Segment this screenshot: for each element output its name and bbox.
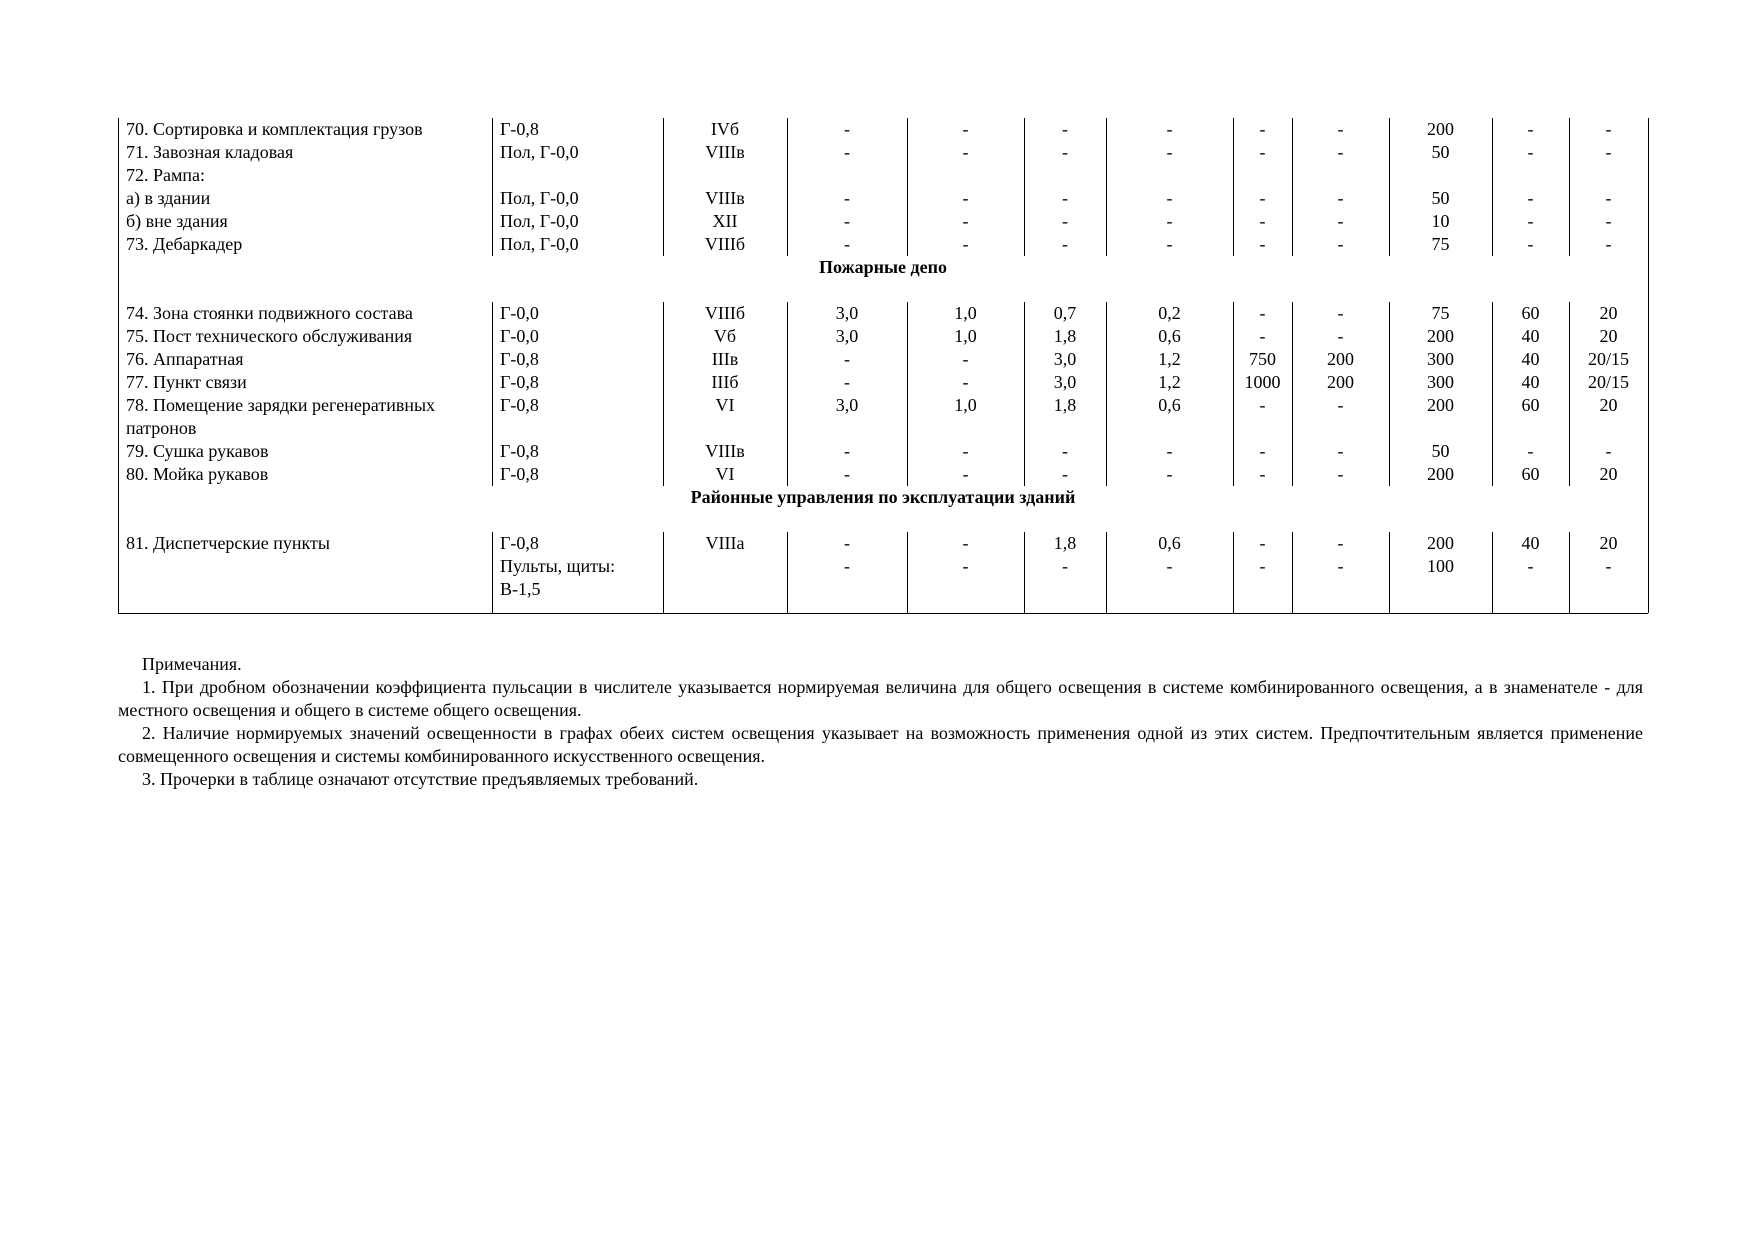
row-value: - <box>844 441 850 461</box>
row-name: 72. Рампа: <box>126 165 206 185</box>
row-value: 20/15 <box>1587 372 1629 392</box>
row-value: - <box>844 533 850 553</box>
row-value: 75 <box>1431 303 1450 323</box>
row-surface: Пол, Г-0,0 <box>500 234 579 254</box>
row-name: 76. Аппаратная <box>126 349 244 369</box>
row-value: 3,0 <box>835 326 859 346</box>
row-value: - <box>1259 303 1266 323</box>
column-rule <box>787 302 788 486</box>
row-value: 20 <box>1599 326 1618 346</box>
row-name: б) вне здания <box>126 211 228 231</box>
column-rule <box>1233 302 1234 486</box>
row-value: - <box>1527 119 1534 139</box>
row-value: - <box>844 556 850 576</box>
row-value: 20 <box>1599 395 1618 415</box>
row-value: 50 <box>1431 441 1450 461</box>
row-value: 200 <box>1327 372 1354 392</box>
row-value: - <box>962 372 969 392</box>
row-value: - <box>1166 142 1173 162</box>
row-value: - <box>844 211 850 231</box>
row-value: - <box>1166 441 1173 461</box>
note-item-2: 2. Наличие нормируемых значений освещенности в графах обеих систем освещения указывает на возможность применения одной из этих систем. Предпочтительным является применение совмещенного освещения и системы комбинированного искусственного освещения. <box>118 723 1643 766</box>
row-value: 200 <box>1427 395 1454 415</box>
row-value: - <box>844 234 850 254</box>
row-value: 0,7 <box>1053 303 1077 323</box>
row-value: 200 <box>1327 349 1354 369</box>
section-title: Районные управления по эксплуатации зданий <box>690 487 1076 507</box>
column-rule <box>663 302 664 486</box>
row-value: - <box>1605 119 1612 139</box>
column-rule <box>1569 118 1570 256</box>
row-name: 79. Сушка рукавов <box>126 441 269 461</box>
row-surface: Г-0,8 <box>500 372 539 392</box>
column-rule <box>1389 532 1390 613</box>
column-rule <box>1106 302 1107 486</box>
row-value: 3,0 <box>1053 372 1077 392</box>
row-value: - <box>962 211 969 231</box>
row-surface: В-1,5 <box>500 579 541 599</box>
row-value: 1,8 <box>1053 326 1077 346</box>
row-name: 73. Дебаркадер <box>126 234 243 254</box>
row-value: - <box>1062 142 1068 162</box>
column-rule <box>1648 118 1649 613</box>
row-surface: Г-0,8 <box>500 533 539 553</box>
row-value: - <box>1062 556 1068 576</box>
row-value: - <box>844 349 850 369</box>
row-value: 20 <box>1599 464 1618 484</box>
column-rule <box>663 532 664 613</box>
row-value: - <box>1337 326 1344 346</box>
row-value: 20 <box>1599 533 1618 553</box>
row-name: 70. Сортировка и комплектация грузов <box>126 119 423 139</box>
row-value: - <box>1527 441 1534 461</box>
row-value: - <box>1259 533 1266 553</box>
column-rule <box>1389 118 1390 256</box>
row-surface: Г-0,8 <box>500 464 539 484</box>
column-rule <box>1024 118 1025 256</box>
column-rule <box>1024 302 1025 486</box>
column-rule <box>118 118 119 613</box>
row-value: 40 <box>1521 326 1540 346</box>
row-value: - <box>1605 188 1612 208</box>
row-value: - <box>844 119 850 139</box>
row-class: XII <box>712 211 738 231</box>
row-value: - <box>1062 234 1068 254</box>
row-value: 300 <box>1427 372 1454 392</box>
row-value: - <box>1259 464 1266 484</box>
notes-heading: Примечания. <box>142 654 242 674</box>
row-value: - <box>1605 211 1612 231</box>
row-surface: Г-0,8 <box>500 119 539 139</box>
row-value: - <box>1166 188 1173 208</box>
column-rule <box>492 118 493 256</box>
column-rule <box>663 118 664 256</box>
column-rule <box>1233 532 1234 613</box>
row-value: - <box>844 142 850 162</box>
column-rule <box>1292 302 1293 486</box>
row-name: а) в здании <box>126 188 211 208</box>
column-rule <box>1389 302 1390 486</box>
row-value: 1,2 <box>1158 349 1181 369</box>
row-value: 40 <box>1521 349 1540 369</box>
row-value: - <box>1259 441 1266 461</box>
row-value: - <box>1062 211 1068 231</box>
notes-block <box>118 653 1643 791</box>
row-value: - <box>962 533 969 553</box>
row-value: - <box>1166 464 1173 484</box>
row-value: 50 <box>1431 142 1450 162</box>
row-class: Vб <box>713 326 737 346</box>
row-class: VIIIв <box>705 188 745 208</box>
row-name: 80. Мойка рукавов <box>126 464 269 484</box>
row-value: 1,0 <box>954 303 977 323</box>
row-surface: Г-0,0 <box>500 303 539 323</box>
row-value: - <box>962 349 969 369</box>
row-value: - <box>1337 464 1344 484</box>
row-value: - <box>1259 142 1266 162</box>
row-value: 60 <box>1521 464 1540 484</box>
row-value: - <box>1259 326 1266 346</box>
row-value: - <box>1062 188 1068 208</box>
row-surface: Г-0,0 <box>500 326 539 346</box>
row-surface: Г-0,8 <box>500 349 539 369</box>
row-value: 750 <box>1249 349 1276 369</box>
row-value: - <box>962 142 969 162</box>
row-name: 71. Завозная кладовая <box>126 142 294 162</box>
row-value: 1,8 <box>1053 533 1077 553</box>
row-value: - <box>1166 211 1173 231</box>
row-value: - <box>1527 211 1534 231</box>
row-value: 75 <box>1431 234 1450 254</box>
row-value: 200 <box>1427 464 1454 484</box>
row-value: 3,0 <box>1053 349 1077 369</box>
row-name: 74. Зона стоянки подвижного состава <box>126 303 413 323</box>
row-surface: Г-0,8 <box>500 441 539 461</box>
row-value: - <box>962 556 969 576</box>
row-name: 81. Диспетчерские пункты <box>126 533 331 553</box>
section-title: Пожарные депо <box>819 257 947 277</box>
row-value: 0,6 <box>1158 395 1181 415</box>
row-rule <box>118 613 1648 614</box>
column-rule <box>1492 302 1493 486</box>
row-value: - <box>1062 464 1068 484</box>
row-value: - <box>1337 303 1344 323</box>
column-rule <box>907 532 908 613</box>
column-rule <box>492 532 493 613</box>
row-value: - <box>1062 119 1068 139</box>
row-value: 1,2 <box>1158 372 1181 392</box>
row-class: IIIб <box>711 372 739 392</box>
row-class: VIIIв <box>705 441 745 461</box>
row-value: 200 <box>1427 326 1454 346</box>
row-value: - <box>844 188 850 208</box>
row-value: 0,6 <box>1158 533 1181 553</box>
row-value: - <box>1259 556 1266 576</box>
row-value: - <box>1527 556 1534 576</box>
column-rule <box>1292 118 1293 256</box>
row-class: VIIIа <box>705 533 745 553</box>
row-value: 200 <box>1427 533 1454 553</box>
row-value: - <box>1337 142 1344 162</box>
row-value: 10 <box>1431 211 1450 231</box>
row-name: патронов <box>126 418 197 438</box>
row-class: IIIв <box>711 349 739 369</box>
row-value: - <box>1166 119 1173 139</box>
row-value: - <box>1337 556 1344 576</box>
row-value: - <box>1259 234 1266 254</box>
row-value: - <box>1259 395 1266 415</box>
row-surface: Пульты, щиты: <box>500 556 616 576</box>
row-surface: Пол, Г-0,0 <box>500 211 579 231</box>
note-item-1: 1. При дробном обозначении коэффициента пульсации в числителе указывается нормируемая величина для общего освещения в системе комбинированного освещения, а в знаменателе - для местного освещения и общего в системе общего освещения. <box>118 677 1643 720</box>
row-value: - <box>1166 234 1173 254</box>
row-value: - <box>1527 188 1534 208</box>
row-class: VI <box>715 464 735 484</box>
row-value: 40 <box>1521 372 1540 392</box>
row-class: VIIIб <box>704 303 746 323</box>
row-value: 1000 <box>1244 372 1281 392</box>
note-item-3: 3. Прочерки в таблице означают отсутствие предъявляемых требований. <box>142 769 699 789</box>
row-surface: Пол, Г-0,0 <box>500 142 579 162</box>
row-value: 200 <box>1427 119 1454 139</box>
column-rule <box>1233 118 1234 256</box>
column-rule <box>492 302 493 486</box>
column-rule <box>1106 532 1107 613</box>
row-name: 78. Помещение зарядки регенеративных <box>126 395 436 415</box>
row-surface: Г-0,8 <box>500 395 539 415</box>
column-rule <box>907 302 908 486</box>
row-surface: Пол, Г-0,0 <box>500 188 579 208</box>
row-value: - <box>1337 441 1344 461</box>
row-value: - <box>1337 119 1344 139</box>
row-class: VIIIб <box>704 234 746 254</box>
row-value: 40 <box>1521 533 1540 553</box>
column-rule <box>1569 532 1570 613</box>
column-rule <box>1292 532 1293 613</box>
row-value: - <box>1259 211 1266 231</box>
row-value: - <box>1605 441 1612 461</box>
row-value: - <box>962 441 969 461</box>
row-value: - <box>1605 234 1612 254</box>
row-value: - <box>1166 556 1173 576</box>
row-value: - <box>962 119 969 139</box>
row-value: - <box>1527 142 1534 162</box>
row-value: - <box>844 372 850 392</box>
row-value: - <box>1259 119 1266 139</box>
row-value: 1,0 <box>954 326 977 346</box>
row-value: 20 <box>1599 303 1618 323</box>
row-value: 0,2 <box>1158 303 1181 323</box>
row-value: 300 <box>1427 349 1454 369</box>
row-name: 75. Пост технического обслуживания <box>126 326 413 346</box>
row-value: - <box>1062 441 1068 461</box>
row-value: - <box>1337 533 1344 553</box>
row-class: IVб <box>710 119 740 139</box>
column-rule <box>1569 302 1570 486</box>
column-rule <box>1492 118 1493 256</box>
row-value: - <box>962 188 969 208</box>
column-rule <box>907 118 908 256</box>
row-value: 3,0 <box>835 395 859 415</box>
row-class: VI <box>715 395 735 415</box>
row-value: 50 <box>1431 188 1450 208</box>
row-value: - <box>1527 234 1534 254</box>
row-value: - <box>1337 188 1344 208</box>
row-value: - <box>1259 188 1266 208</box>
row-value: 60 <box>1521 395 1540 415</box>
row-value: 3,0 <box>835 303 859 323</box>
row-value: 1,0 <box>954 395 977 415</box>
row-value: - <box>1337 234 1344 254</box>
column-rule <box>1106 118 1107 256</box>
row-value: - <box>1605 556 1612 576</box>
column-rule <box>1024 532 1025 613</box>
column-rule <box>787 118 788 256</box>
row-name: 77. Пункт связи <box>126 372 247 392</box>
row-value: 1,8 <box>1053 395 1077 415</box>
row-value: - <box>1605 142 1612 162</box>
column-rule <box>787 532 788 613</box>
column-rule <box>1492 532 1493 613</box>
row-value: 0,6 <box>1158 326 1181 346</box>
row-value: 60 <box>1521 303 1540 323</box>
row-value: 20/15 <box>1587 349 1629 369</box>
row-value: - <box>1337 211 1344 231</box>
row-value: - <box>962 234 969 254</box>
row-value: - <box>844 464 850 484</box>
row-value: - <box>962 464 969 484</box>
row-class: VIIIв <box>705 142 745 162</box>
row-value: - <box>1337 395 1344 415</box>
row-value: 100 <box>1427 556 1454 576</box>
